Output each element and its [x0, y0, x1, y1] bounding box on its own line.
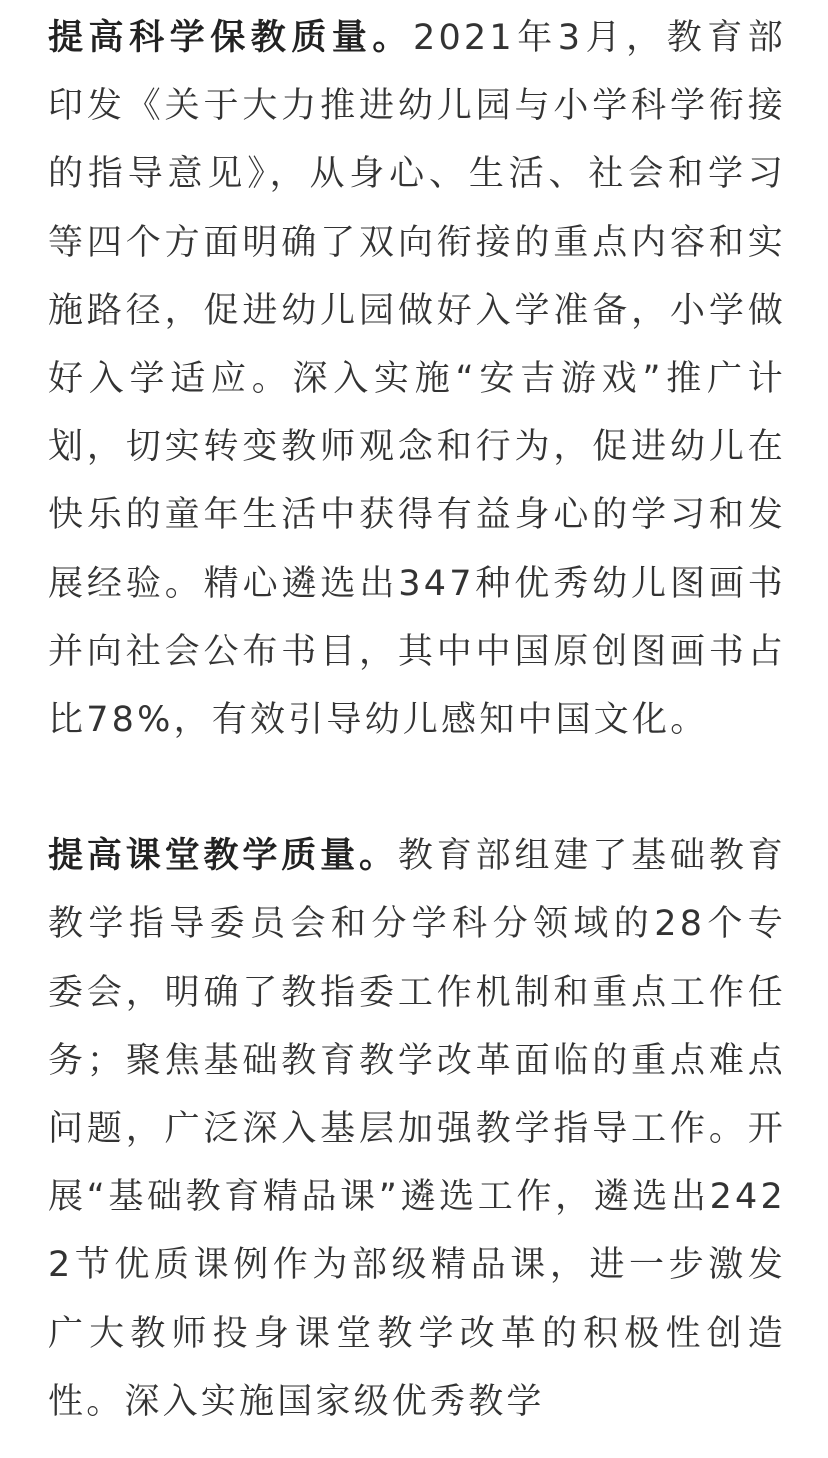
paragraph-body-text: 教育部组建了基础教育教学指导委员会和分学科分领域的28个专委会，明确了教指委工作机制和重点工作任务；聚焦基础教育教学改革面临的重点难点问题，广泛深入基层加强教学指导工作。开展“基础教育精品课”遴选工作，遴选出2422节优质课例作为部级精品课，进一步激发广大教师投身课堂教学改革的积极性创造性。深入实施国家级优秀教学	[48, 836, 786, 1422]
paragraph-body-text: 2021年3月，教育部印发《关于大力推进幼儿园与小学科学衔接的指导意见》，从身心、生活、社会和学习等四个方面明确了双向衔接的重点内容和实施路径，促进幼儿园做好入学准备，小学做好入学适应。深入实施“安吉游戏”推广计划，切实转变教师观念和行为，促进幼儿在快乐的童年生活中获得有益身心的学习和发展经验。精心遴选出347种优秀幼儿图画书并向社会公布书目，其中中国原创图画书占比78%，有效引导幼儿感知中国文化。	[48, 18, 786, 741]
paragraph-lead-heading: 提高课堂教学质量。	[48, 836, 398, 877]
article-body	[48, 4, 786, 1436]
paragraph-classroom-quality	[48, 822, 786, 1436]
paragraph-preschool-quality	[48, 4, 786, 754]
paragraph-lead-heading: 提高科学保教质量。	[48, 18, 413, 58]
